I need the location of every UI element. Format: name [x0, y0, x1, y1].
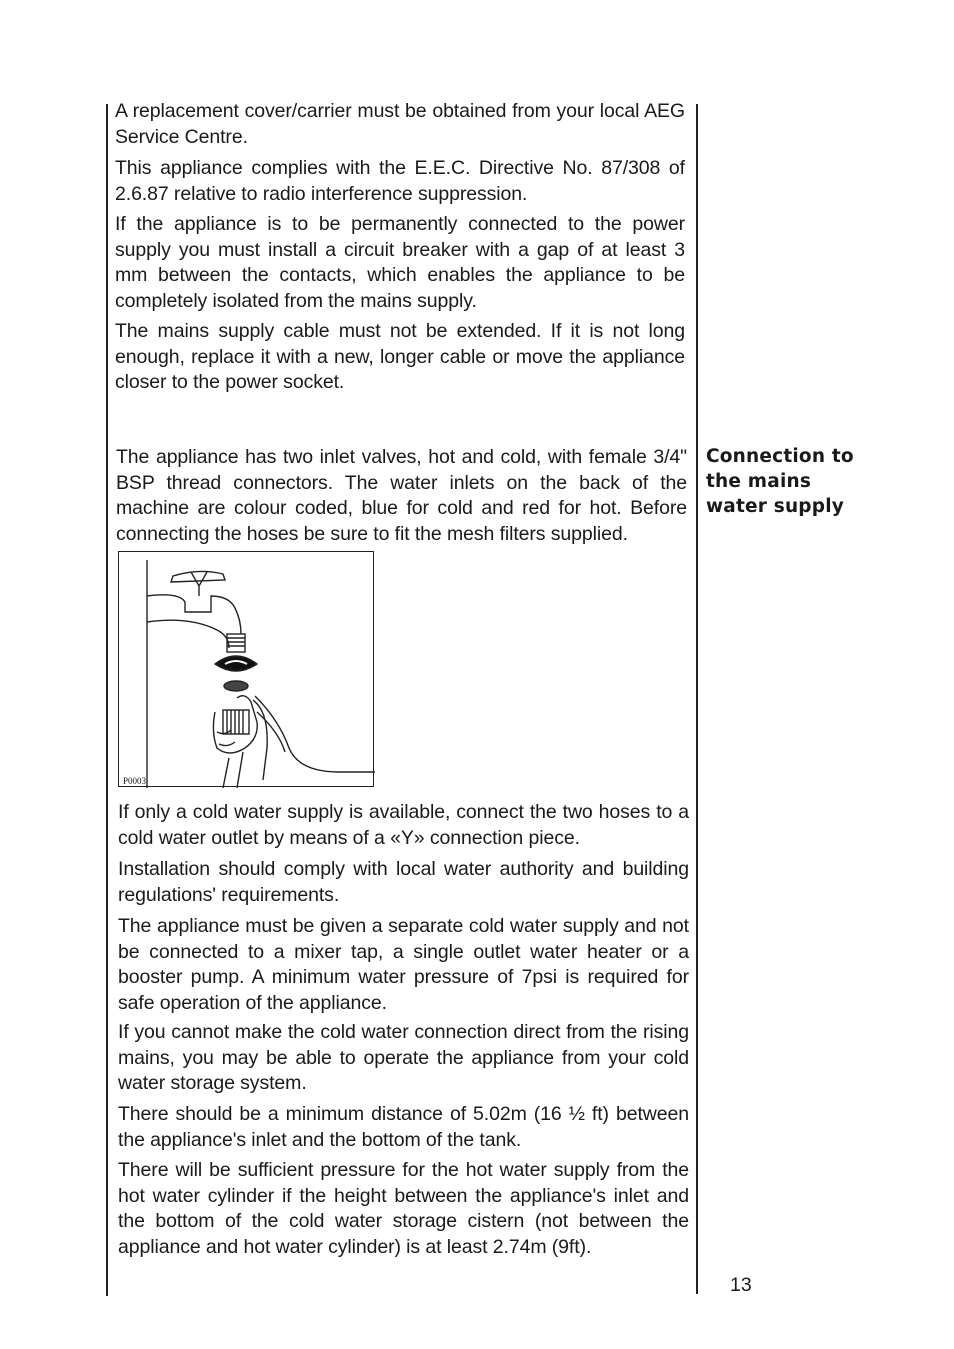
paragraph-minimum-distance: There should be a minimum distance of 5.02m (16 ½ ft) between the appliance's inlet and the bottom of the tank.	[118, 1103, 689, 1151]
left-column-rule	[106, 104, 108, 1296]
paragraph-eec-directive: This appliance complies with the E.E.C. Directive No. 87/308 of 2.6.87 relative to radio interference suppression.	[115, 157, 685, 205]
page-number: 13	[730, 1274, 752, 1296]
right-column-rule	[696, 104, 698, 1294]
paragraph-storage-system: If you cannot make the cold water connection direct from the rising mains, you may be able to operate the appliance from your cold water storage system.	[118, 1021, 689, 1094]
paragraph-circuit-breaker: If the appliance is to be permanently connected to the power supply you must install a circuit breaker with a gap of at least 3 mm between the contacts, which enables the appliance to be completely isolated from the mains supply.	[115, 213, 685, 312]
tap-connection-illustration	[118, 551, 374, 787]
paragraph-mains-cable: The mains supply cable must not be extended. If it is not long enough, replace it with a new, longer cable or move the appliance closer to the power socket.	[115, 320, 685, 393]
paragraph-regulations: Installation should comply with local water authority and building regulations' requirements.	[118, 858, 689, 906]
paragraph-inlet-valves: The appliance has two inlet valves, hot and cold, with female 3/4" BSP thread connectors. The water inlets on the back of the machine are colour coded, blue for cold and red for hot. Before connecting the hoses be sure to fit the mesh filters supplied.	[116, 446, 687, 545]
tap-hose-drawing	[119, 552, 375, 788]
section-heading: Connection to the mains water supply	[706, 446, 854, 517]
paragraph-cold-only: If only a cold water supply is available, connect the two hoses to a cold water outlet by means of a «Y» connection piece.	[118, 801, 689, 849]
paragraph-separate-supply: The appliance must be given a separate cold water supply and not be connected to a mixer tap, a single outlet water heater or a booster pump. A minimum water pressure of 7psi is required for safe operation of the appliance.	[118, 915, 689, 1014]
figure-code: P0003	[123, 776, 147, 786]
paragraph-replacement-cover: A replacement cover/carrier must be obtained from your local AEG Service Centre.	[115, 100, 685, 148]
paragraph-hot-water-pressure: There will be sufficient pressure for the hot water supply from the hot water cylinder if the height between the appliance's inlet and the bottom of the cold water storage cistern (not between the appliance and hot water cylinder) is at least 2.74m (9ft).	[118, 1159, 689, 1258]
